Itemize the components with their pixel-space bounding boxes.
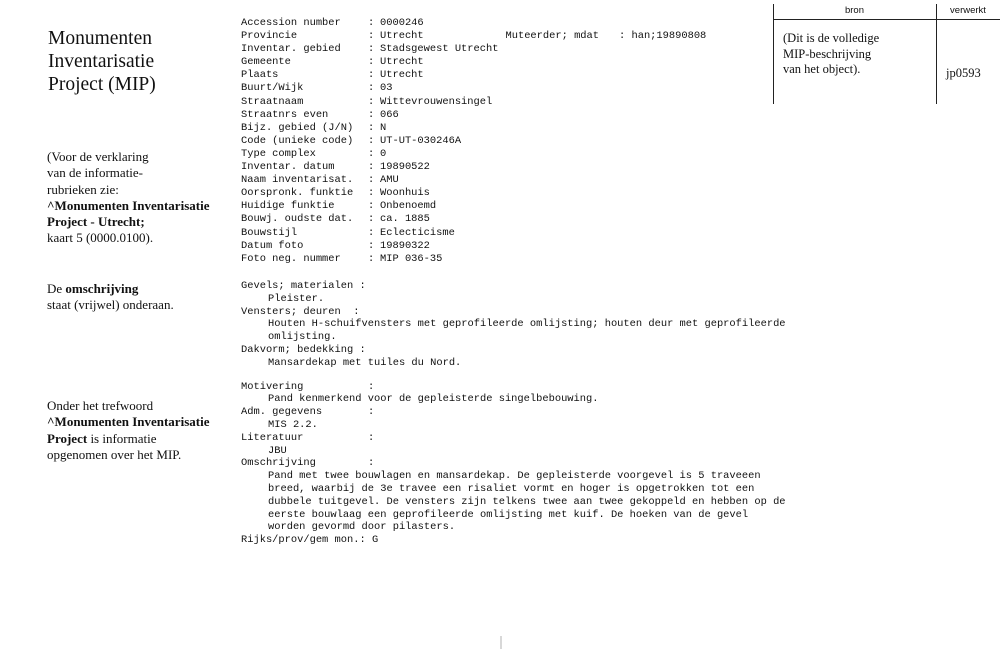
field-label: Straatnaam: [241, 95, 304, 108]
field-value: Wittevrouwensingel: [380, 95, 493, 108]
label-text: Adm. gegevens: [241, 406, 323, 419]
field-value: UT-UT-030246A: [380, 134, 462, 147]
note-prefix: De: [47, 281, 66, 296]
section-label-adm: [241, 406, 791, 419]
section-text-literatuur: JBU: [268, 444, 287, 457]
field-colon: :: [368, 252, 375, 265]
field-value: 03: [380, 82, 393, 95]
section-label-motivering: [241, 381, 791, 394]
note-reference-link[interactable]: ^Monumenten Inventarisatie: [47, 197, 210, 213]
bron-line: (Dit is de volledige: [783, 31, 880, 45]
field-colon: :: [368, 147, 375, 160]
field-colon: :: [368, 108, 375, 121]
field-label: Straatnrs even: [241, 108, 329, 121]
field-label: Huidige funktie: [241, 200, 335, 213]
field-value: Utrecht: [380, 30, 424, 43]
field-label: Inventar. datum: [241, 161, 335, 174]
description-location-note: [47, 281, 237, 314]
note-line: van de informatie-: [47, 165, 144, 181]
note-keyword-link-cont[interactable]: Project: [47, 430, 88, 446]
explanation-note: [47, 149, 237, 247]
note-reference-link-cont[interactable]: Project - Utrecht;: [47, 214, 145, 230]
field-label: Plaats: [241, 69, 279, 82]
field-colon: :: [368, 43, 375, 56]
field-label: Provincie: [241, 30, 298, 43]
field-colon: :: [368, 200, 375, 213]
field-colon: :: [368, 56, 375, 69]
field-value: 066: [380, 108, 399, 121]
field-label: Bouwstijl: [241, 226, 298, 239]
field-label: Datum foto: [241, 239, 304, 252]
field-colon: :: [368, 226, 375, 239]
label-colon: :: [368, 380, 375, 393]
section-text-adm: MIS 2.2.: [268, 418, 318, 431]
field-label: Bouwj. oudste dat.: [241, 213, 354, 226]
label-text: Literatuur: [241, 431, 304, 444]
field-value: Eclecticisme: [380, 226, 455, 239]
source-table: [773, 4, 1000, 104]
title-line: Monumenten: [48, 28, 152, 49]
note-line: staat (vrijwel) onderaan.: [47, 297, 174, 313]
scan-smudge: [500, 636, 502, 649]
field-value: 19890522: [380, 161, 430, 174]
field-colon: :: [368, 134, 375, 147]
section-text-omschrijving: Pand met twee bouwlagen en mansardekap. De gepleisterde voorgevel is 5 traveeen breed, waarbij de 3e travee een risaliet vormt en hoger is opgetrokken tot een dubbele tuitgevel. De vensters zijn telkens twee aan twee gekoppeld en hebben op de eerste bouwlaag een geprofileerde omlijsting met kuif. De hoeken van de gevel worden gevormd door pilasters.: [268, 470, 786, 534]
muteerder-value: : han;19890808: [619, 30, 707, 43]
keyword-note: [47, 398, 237, 463]
field-colon: :: [368, 82, 375, 95]
verwerkt-cell: jp0593: [946, 66, 981, 80]
table-header-divider: [773, 19, 1000, 20]
field-colon: :: [368, 121, 375, 134]
title-line: Project (MIP): [48, 74, 156, 95]
field-label: Inventar. gebied: [241, 43, 341, 56]
section-label-gevels: Gevels; materialen :: [241, 280, 366, 292]
field-value: 0000246: [380, 17, 424, 29]
note-line: [47, 431, 237, 447]
section-text-dakvorm: Mansardekap met tuiles du Nord.: [268, 356, 462, 369]
field-value: Stadsgewest Utrecht: [380, 43, 499, 56]
field-label: Foto neg. nummer: [241, 252, 341, 265]
field-label: Oorspronk. funktie: [241, 187, 354, 200]
note-line: rubrieken zie:: [47, 181, 119, 197]
label-text: Omschrijving: [241, 457, 316, 470]
field-value: Utrecht: [380, 56, 424, 69]
field-colon: :: [368, 239, 375, 252]
column-header-bron: bron: [844, 5, 864, 16]
document-title: [48, 27, 228, 96]
bron-line: van het object).: [783, 62, 861, 77]
title-line: Inventarisatie: [48, 51, 155, 72]
bron-cell: [783, 31, 933, 78]
bron-line: MIP-beschrijving: [783, 46, 872, 61]
section-text-gevels: Pleister.: [268, 292, 325, 305]
muteerder-label: Muteerder; mdat: [505, 30, 600, 43]
field-value: Onbenoemd: [380, 200, 437, 213]
section-label-literatuur: [241, 432, 791, 445]
note-line: [47, 281, 237, 297]
field-colon: :: [368, 187, 375, 200]
field-colon: :: [368, 69, 375, 82]
field-label: Buurt/Wijk: [241, 82, 304, 95]
note-text: is informatie: [87, 430, 157, 446]
field-value: 0: [380, 147, 387, 160]
object-description: [241, 280, 791, 547]
field-value: 19890322: [380, 239, 430, 252]
column-header-verwerkt: verwerkt: [950, 5, 986, 16]
field-value: AMU: [380, 174, 399, 187]
label-colon: :: [368, 431, 375, 444]
note-line: opgenomen over het MIP.: [47, 446, 182, 462]
field-label: Code (unieke code): [241, 134, 354, 147]
muteerder-field: [493, 17, 707, 43]
rijks-monument-status: Rijks/prov/gem mon.: G: [241, 534, 379, 547]
field-colon: :: [368, 161, 375, 174]
label-text: Motivering: [241, 380, 304, 393]
section-label-dakvorm: Dakvorm; bedekking :: [241, 343, 366, 356]
label-colon: :: [368, 457, 375, 470]
field-label: Gemeente: [241, 56, 291, 69]
note-line: kaart 5 (0000.0100).: [47, 230, 154, 246]
section-label-vensters: Vensters; deuren :: [241, 305, 360, 318]
field-colon: :: [368, 30, 375, 43]
section-text-motivering: Pand kenmerkend voor de gepleisterde singelbebouwing.: [268, 393, 599, 406]
field-label: Bijz. gebied (J/N): [241, 121, 354, 134]
note-keyword-link[interactable]: ^Monumenten Inventarisatie: [47, 414, 210, 430]
note-line: (Voor de verklaring: [47, 149, 149, 164]
field-label: Accession number: [241, 17, 341, 29]
field-colon: :: [368, 95, 375, 108]
field-colon: :: [368, 174, 375, 187]
section-text-vensters: Houten H-schuifvensters met geprofileerde omlijsting; houten deur met geprofileerde omlijsting.: [268, 318, 786, 344]
field-value: Utrecht: [380, 69, 424, 82]
field-colon: :: [368, 17, 375, 29]
field-label: Type complex: [241, 147, 316, 160]
field-label: Naam inventarisat.: [241, 174, 354, 187]
field-value: N: [380, 121, 387, 134]
note-bold-term: omschrijving: [65, 281, 139, 296]
field-colon: :: [368, 213, 375, 226]
field-value: MIP 036-35: [380, 252, 443, 265]
note-line: Onder het trefwoord: [47, 398, 154, 413]
field-value: ca. 1885: [380, 213, 430, 226]
section-label-omschrijving: [241, 457, 791, 470]
field-value: Woonhuis: [380, 187, 430, 200]
label-colon: :: [368, 406, 375, 419]
